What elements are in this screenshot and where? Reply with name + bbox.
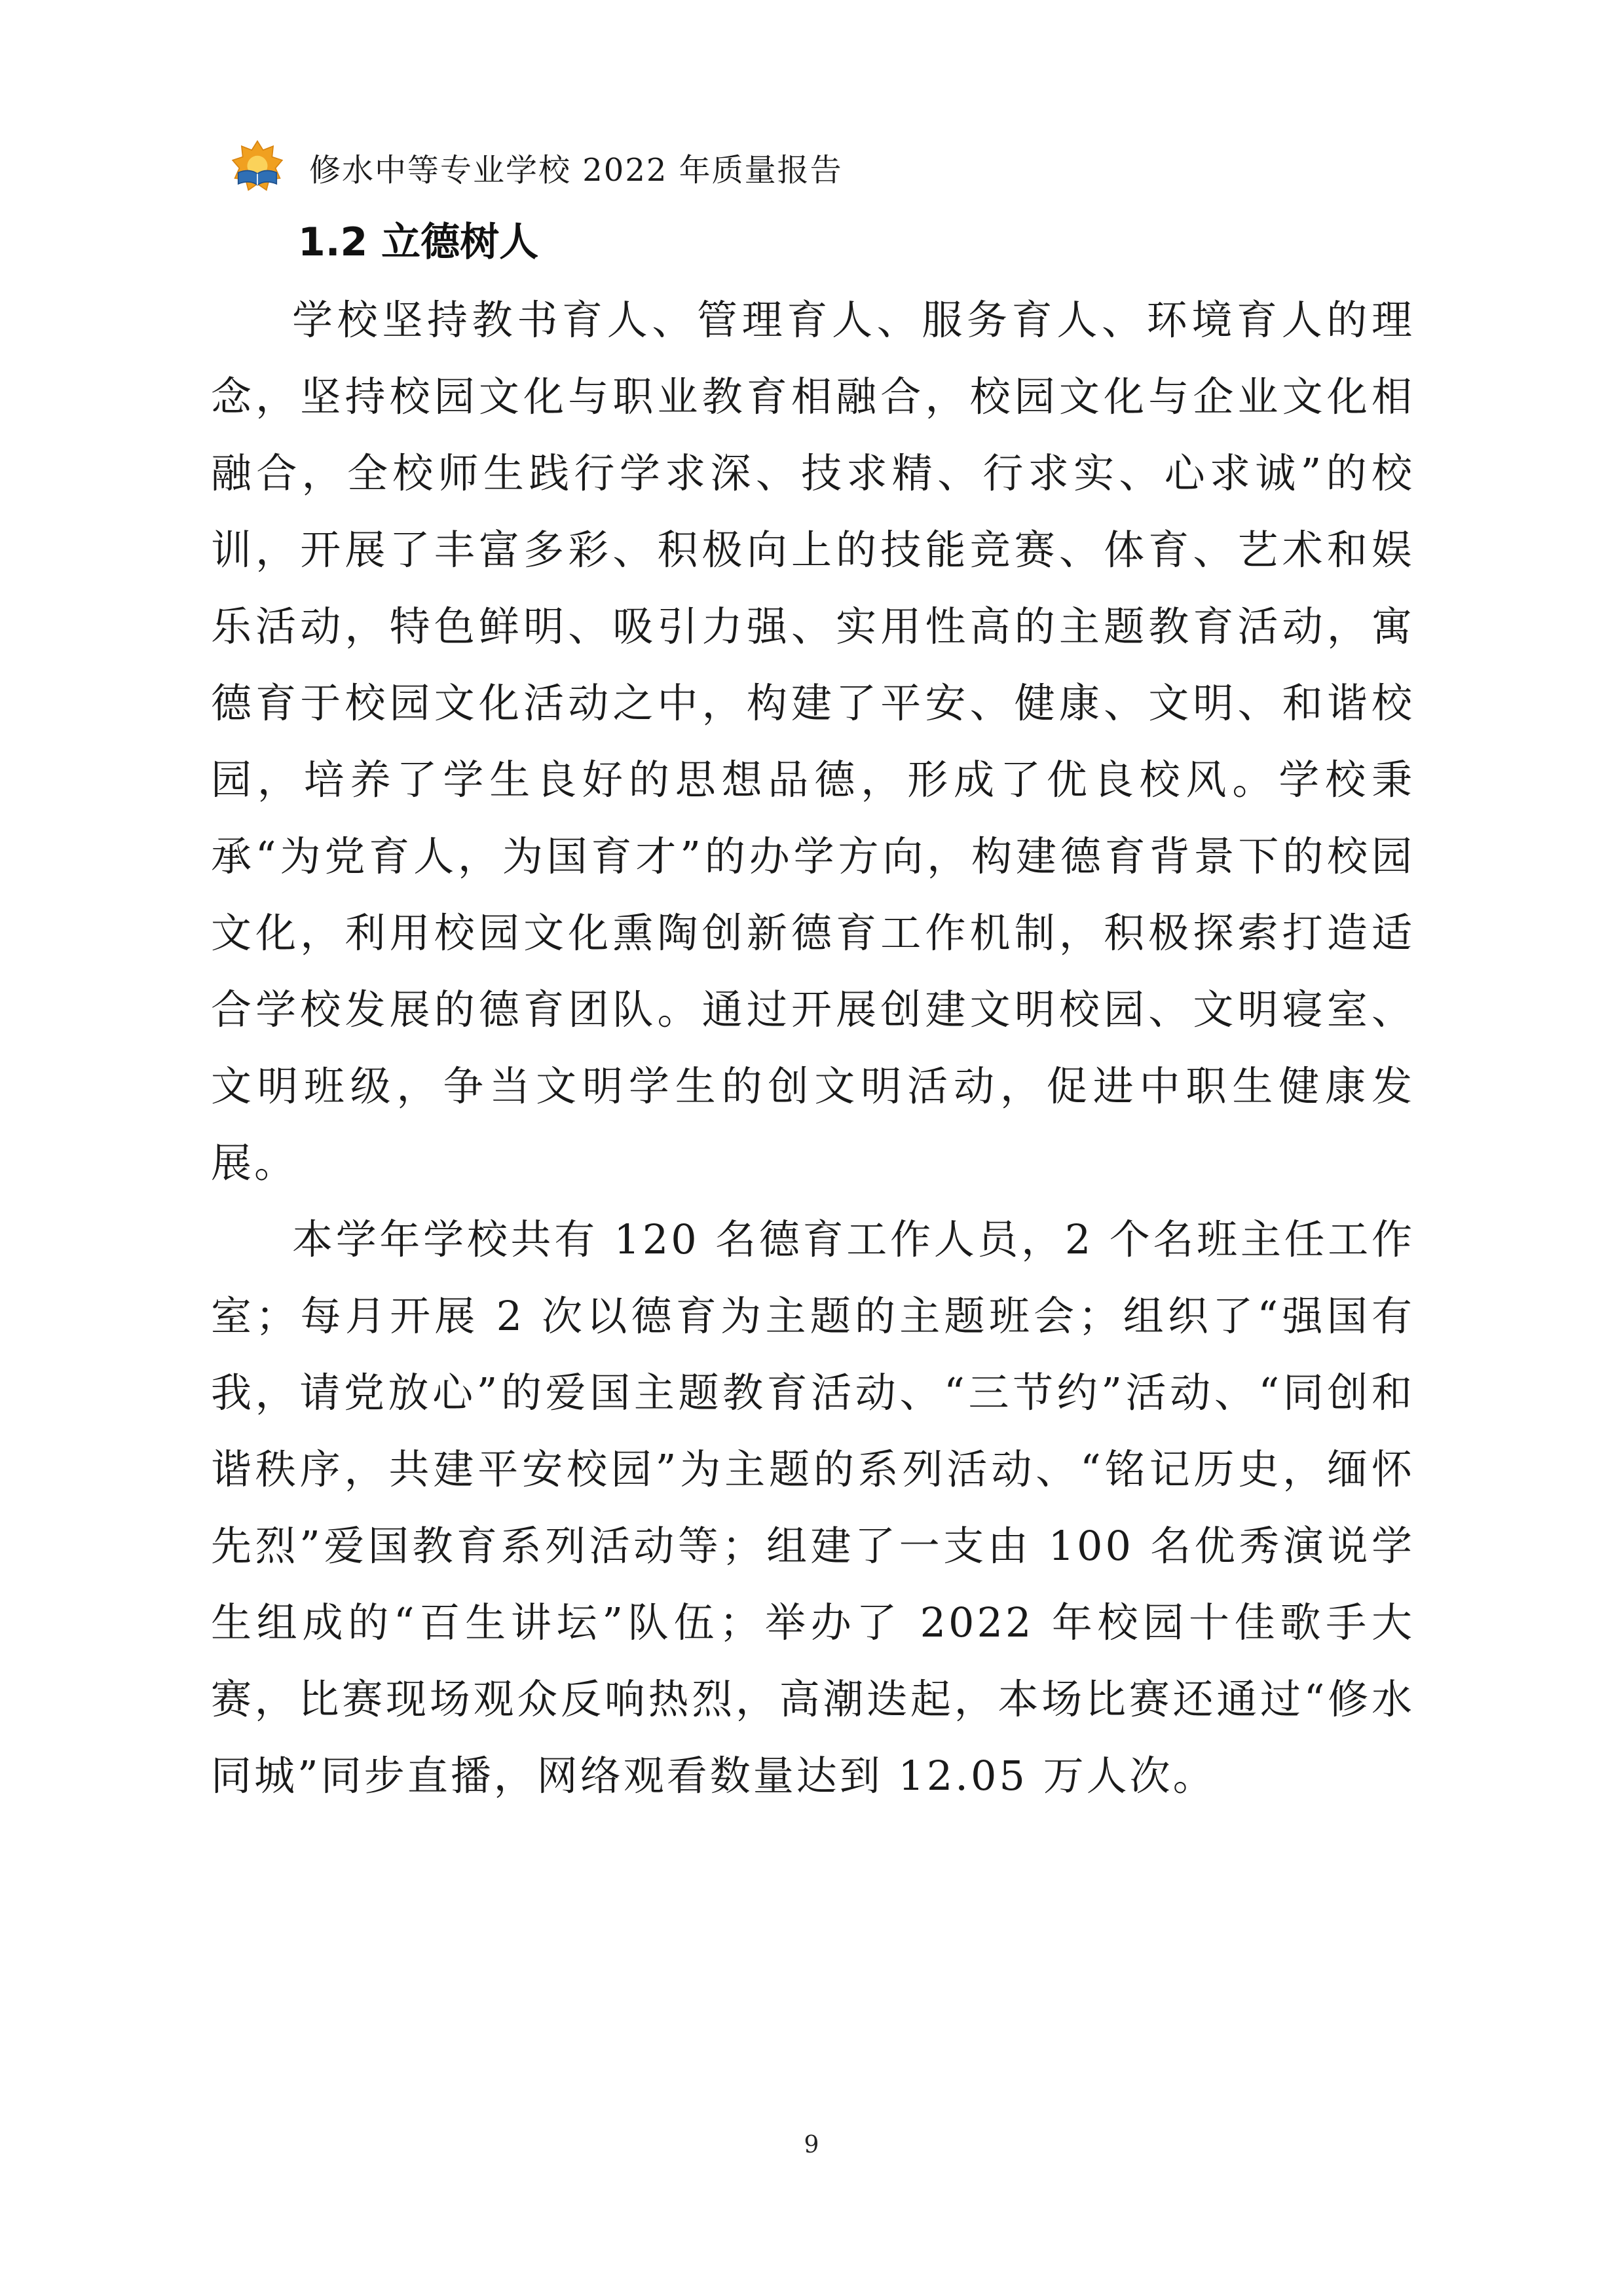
- page-header: [229, 134, 843, 200]
- report-title: 修水中等专业学校 2022 年质量报告: [309, 151, 843, 189]
- school-logo-icon: [229, 139, 286, 195]
- section-heading: 1.2 立德树人: [298, 219, 539, 265]
- paragraph-annual-activities: 本学年学校共有 120 名德育工作人员，2 个名班主任工作室；每月开展 2 次以德育为主题的主题班会；组织了“强国有我，请党放心”的爱国主题教育活动、“三节约”活动、“同创和谐秩序，共建平安校园”为主题的系列活动、“铭记历史，缅怀先烈”爱国教育系列活动等；组建了一支由 100 名优秀演说学生组成的“百生讲坛”队伍；举办了 2022 年校园十佳歌手大赛，比赛现场观众反响热烈，高潮迭起，本场比赛还通过“修水同城”同步直播，网络观看数量达到 12.05 万人次。: [211, 1215, 1415, 1800]
- body-text: [211, 282, 1415, 1814]
- page-number: 9: [804, 2132, 819, 2158]
- paragraph-moral-education: 学校坚持教书育人、管理育人、服务育人、环境育人的理念，坚持校园文化与职业教育相融合，校园文化与企业文化相融合，全校师生践行学求深、技求精、行求实、心求诚”的校训，开展了丰富多彩、积极向上的技能竞赛、体育、艺术和娱乐活动，特色鲜明、吸引力强、实用性高的主题教育活动，寓德育于校园文化活动之中，构建了平安、健康、文明、和谐校园，培养了学生良好的思想品德，形成了优良校风。学校秉承“为党育人，为国育才”的办学方向，构建德育背景下的校园文化，利用校园文化熏陶创新德育工作机制，积极探索打造适合学校发展的德育团队。通过开展创建文明校园、文明寝室、文明班级，争当文明学生的创文明活动，促进中职生健康发展。: [211, 296, 1415, 1187]
